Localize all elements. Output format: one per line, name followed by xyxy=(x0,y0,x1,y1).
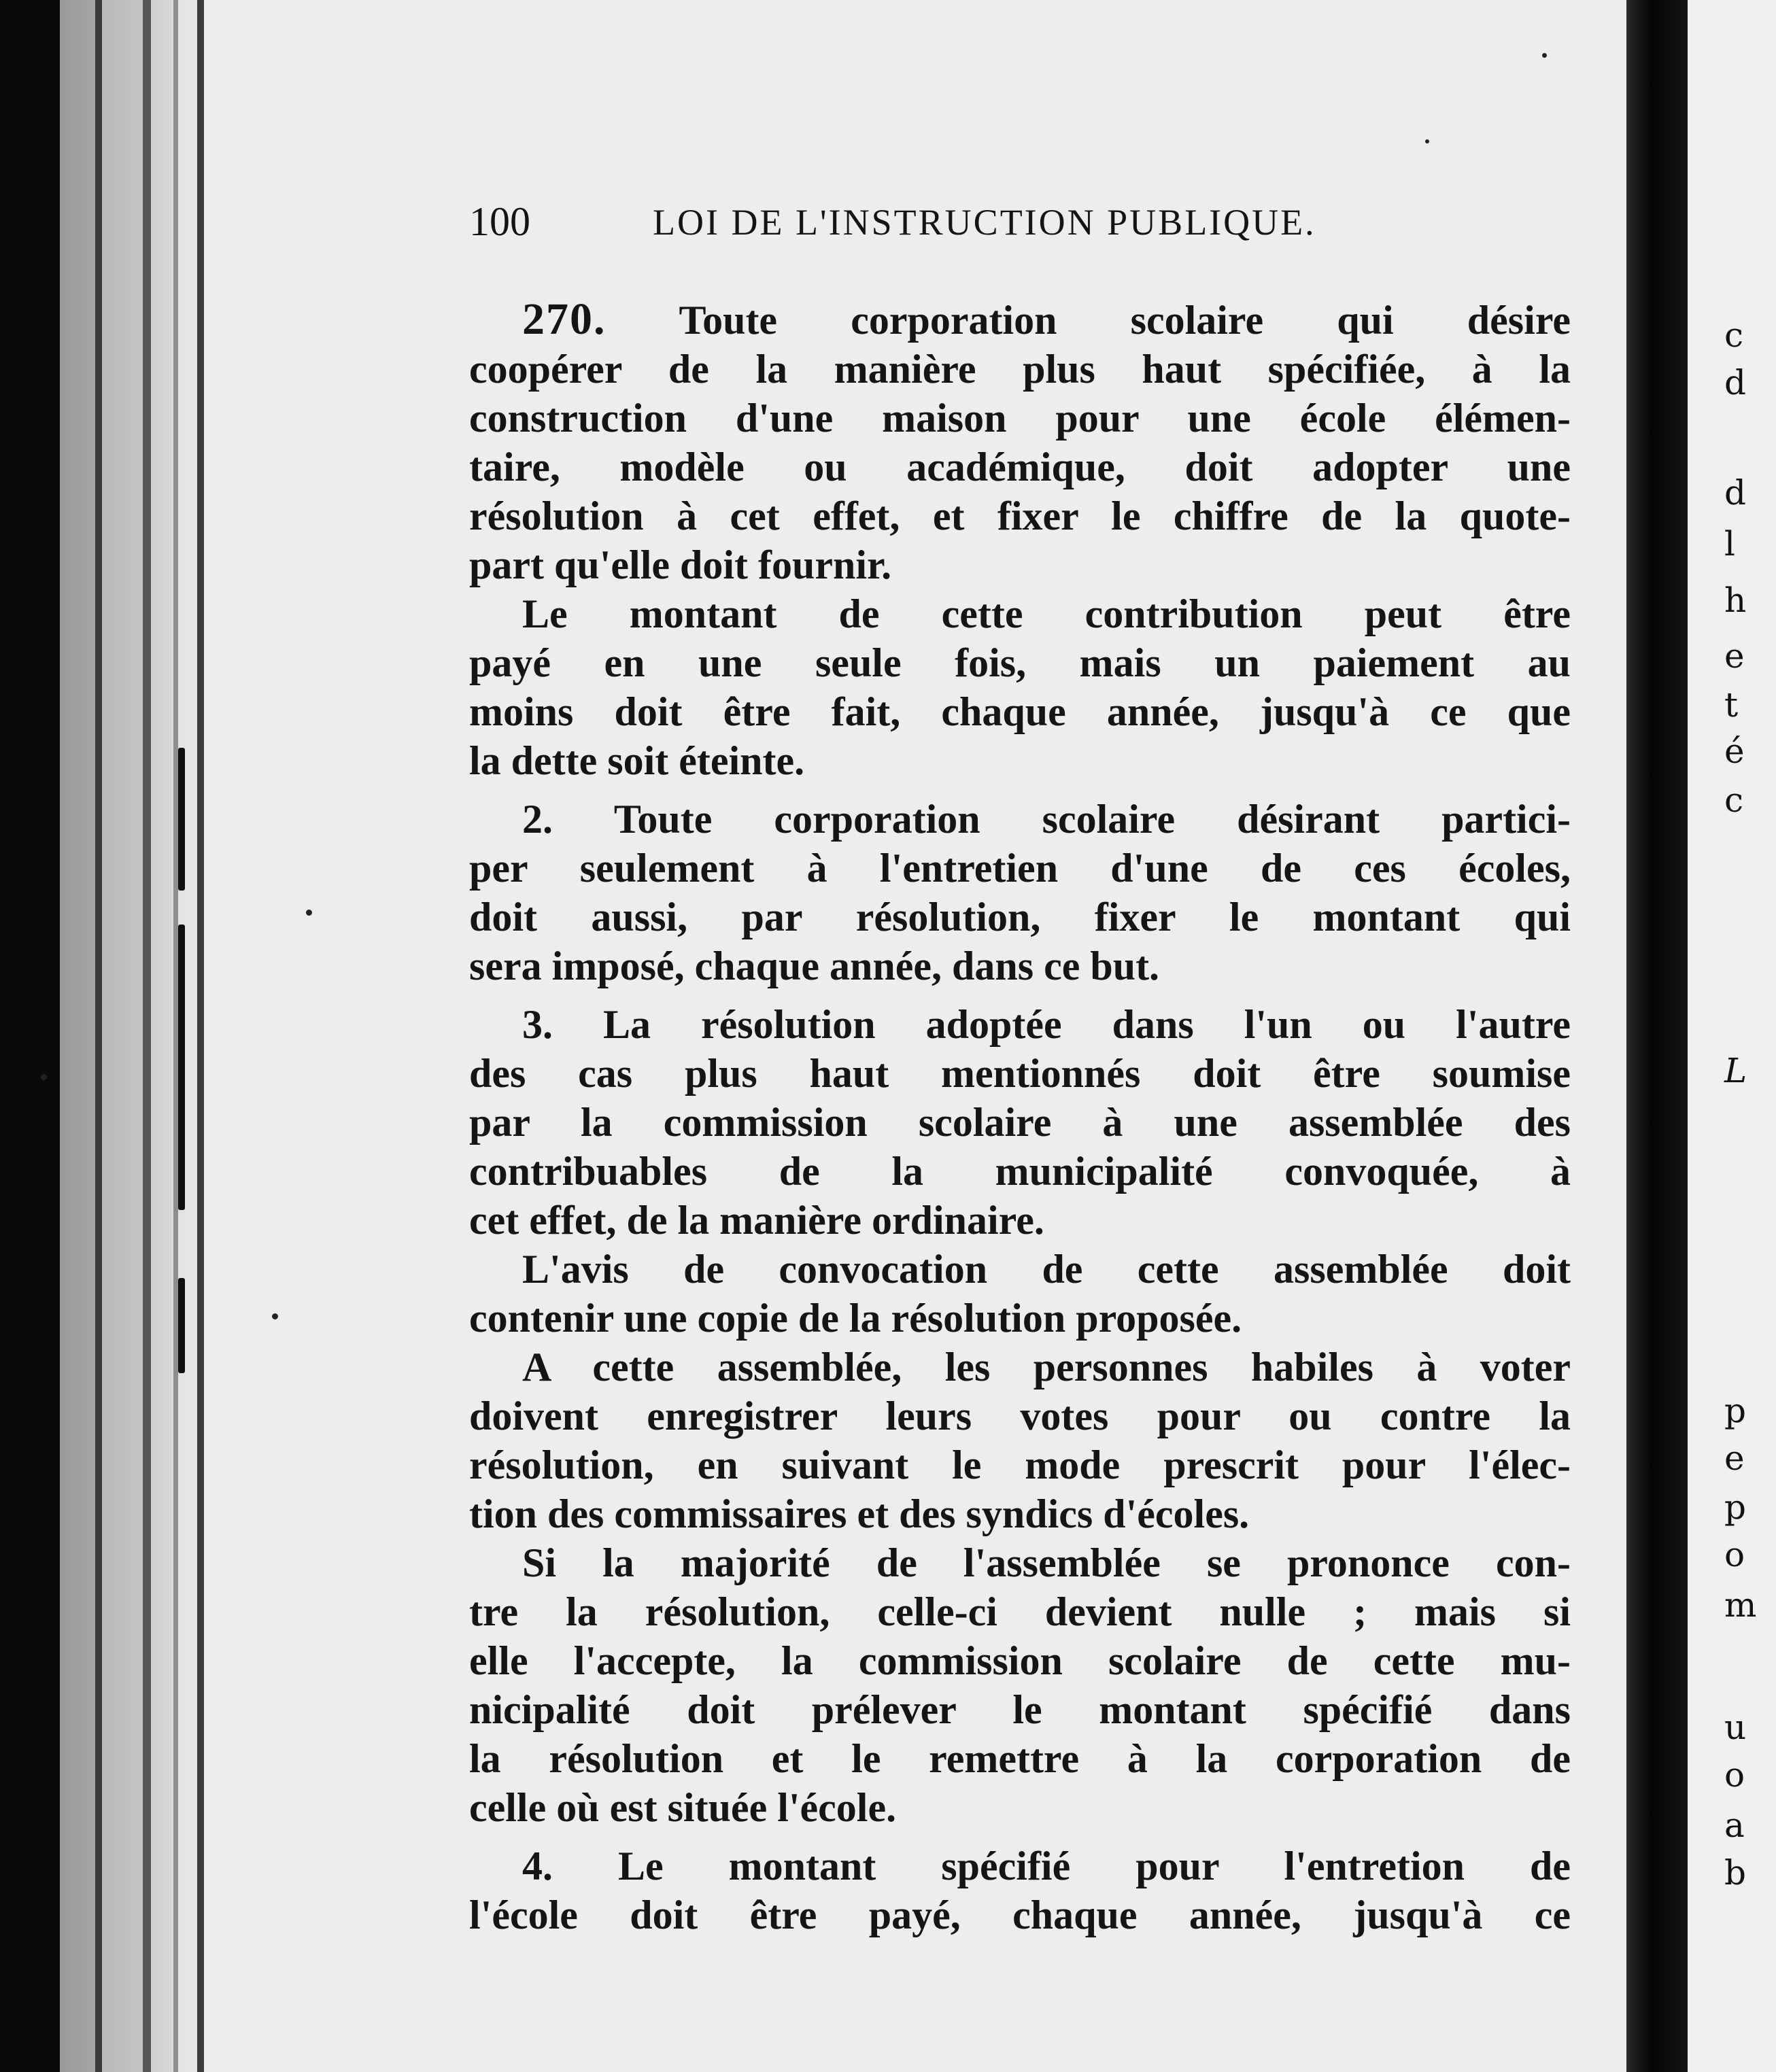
page-speck xyxy=(1425,139,1429,143)
facing-page-fragment: l xyxy=(1724,524,1735,564)
text-line: Le montant de cette contribution peut être xyxy=(522,591,1571,636)
page-number: 100 xyxy=(469,199,530,244)
page-speck xyxy=(306,910,312,916)
text-line xyxy=(522,296,1571,343)
page-speck xyxy=(272,1313,278,1319)
page-edge-stack xyxy=(0,0,204,2072)
text-line: per seulement à l'entretien d'une de ces écoles, xyxy=(469,846,1571,891)
text-line: résolution à cet effet, et fixer le chiffre de la quote- xyxy=(469,494,1571,538)
facing-page-fragment: o xyxy=(1724,1755,1745,1795)
book-gutter xyxy=(1626,0,1688,2072)
text-line: L'avis de convocation de cette assemblée doit xyxy=(522,1247,1571,1292)
facing-page-fragment: c xyxy=(1724,780,1744,820)
facing-page-fragment: u xyxy=(1724,1708,1747,1747)
facing-page-fragment: p xyxy=(1724,1391,1747,1430)
text-line: résolution, en suivant le mode prescrit pour l'élec- xyxy=(469,1443,1571,1487)
text-line: par la commission scolaire à une assemblée des xyxy=(469,1100,1571,1145)
edge-mark xyxy=(178,1278,185,1373)
facing-page-fragment: e xyxy=(1724,636,1745,676)
facing-page-fragment: b xyxy=(1724,1853,1747,1893)
facing-page-fragment: L xyxy=(1724,1051,1747,1090)
facing-page-fragment: é xyxy=(1724,731,1745,771)
facing-page-fragment: e xyxy=(1724,1438,1745,1478)
edge-speck xyxy=(41,1074,47,1080)
facing-page-fragment: c xyxy=(1724,315,1744,355)
text-line: part qu'elle doit fournir. xyxy=(469,542,892,587)
text-line: celle où est située l'école. xyxy=(469,1785,897,1830)
facing-page-fragment: h xyxy=(1724,581,1747,620)
text-line: Si la majorité de l'assemblée se prononce con- xyxy=(522,1540,1571,1585)
text-line: doit aussi, par résolution, fixer le montant qui xyxy=(469,895,1571,939)
text-line: cet effet, de la manière ordinaire. xyxy=(469,1198,1044,1243)
facing-page-fragment: d xyxy=(1724,363,1747,402)
facing-page-fragment: o xyxy=(1724,1535,1745,1574)
text-line: moins doit être fait, chaque année, jusqu'à ce que xyxy=(469,689,1571,734)
edge-mark xyxy=(178,748,185,891)
text-line: nicipalité doit prélever le montant spécifié dans xyxy=(469,1687,1571,1732)
text-line: coopérer de la manière plus haut spécifiée, à la xyxy=(469,347,1571,392)
text-line: tion des commissaires et des syndics d'écoles. xyxy=(469,1491,1250,1536)
text-line: contenir une copie de la résolution proposée. xyxy=(469,1296,1242,1341)
text-line: doivent enregistrer leurs votes pour ou contre la xyxy=(469,1394,1571,1438)
text-line: la résolution et le remettre à la corporation de xyxy=(469,1736,1571,1781)
text-span: Toute corporation scolaire qui désire xyxy=(606,298,1571,343)
text-line: l'école doit être payé, chaque année, jusqu'à ce xyxy=(469,1893,1571,1937)
running-head xyxy=(469,198,1380,246)
text-line: payé en une seule fois, mais un paiement au xyxy=(469,640,1571,685)
text-line: construction d'une maison pour une école élémen- xyxy=(469,396,1571,441)
facing-page-fragment: d xyxy=(1724,473,1747,513)
facing-page-fragment: m xyxy=(1724,1585,1757,1625)
text-line: 3. La résolution adoptée dans l'un ou l'autre xyxy=(522,1002,1571,1047)
edge-mark xyxy=(178,925,185,1210)
text-line: tre la résolution, celle-ci devient nulle ; mais si xyxy=(469,1589,1571,1634)
facing-page-fragment: a xyxy=(1724,1806,1745,1845)
text-line: sera imposé, chaque année, dans ce but. xyxy=(469,944,1160,988)
facing-page-fragment: t xyxy=(1724,685,1739,725)
text-line: 2. Toute corporation scolaire désirant partici- xyxy=(522,797,1571,842)
page-speck xyxy=(1542,53,1547,58)
text-line: A cette assemblée, les personnes habiles à voter xyxy=(522,1345,1571,1389)
text-line: contribuables de la municipalité convoquée, à xyxy=(469,1149,1571,1194)
text-line: des cas plus haut mentionnés doit être soumise xyxy=(469,1051,1571,1096)
text-line: la dette soit éteinte. xyxy=(469,738,805,783)
text-line: 4. Le montant spécifié pour l'entretion de xyxy=(522,1844,1571,1888)
text-line: elle l'accepte, la commission scolaire de cette mu- xyxy=(469,1638,1571,1683)
article-number: 270. xyxy=(522,294,607,344)
text-line: taire, modèle ou académique, doit adopter une xyxy=(469,445,1571,489)
page-title: LOI DE L'INSTRUCTION PUBLIQUE. xyxy=(653,202,1316,243)
facing-page-fragment: p xyxy=(1724,1487,1747,1527)
